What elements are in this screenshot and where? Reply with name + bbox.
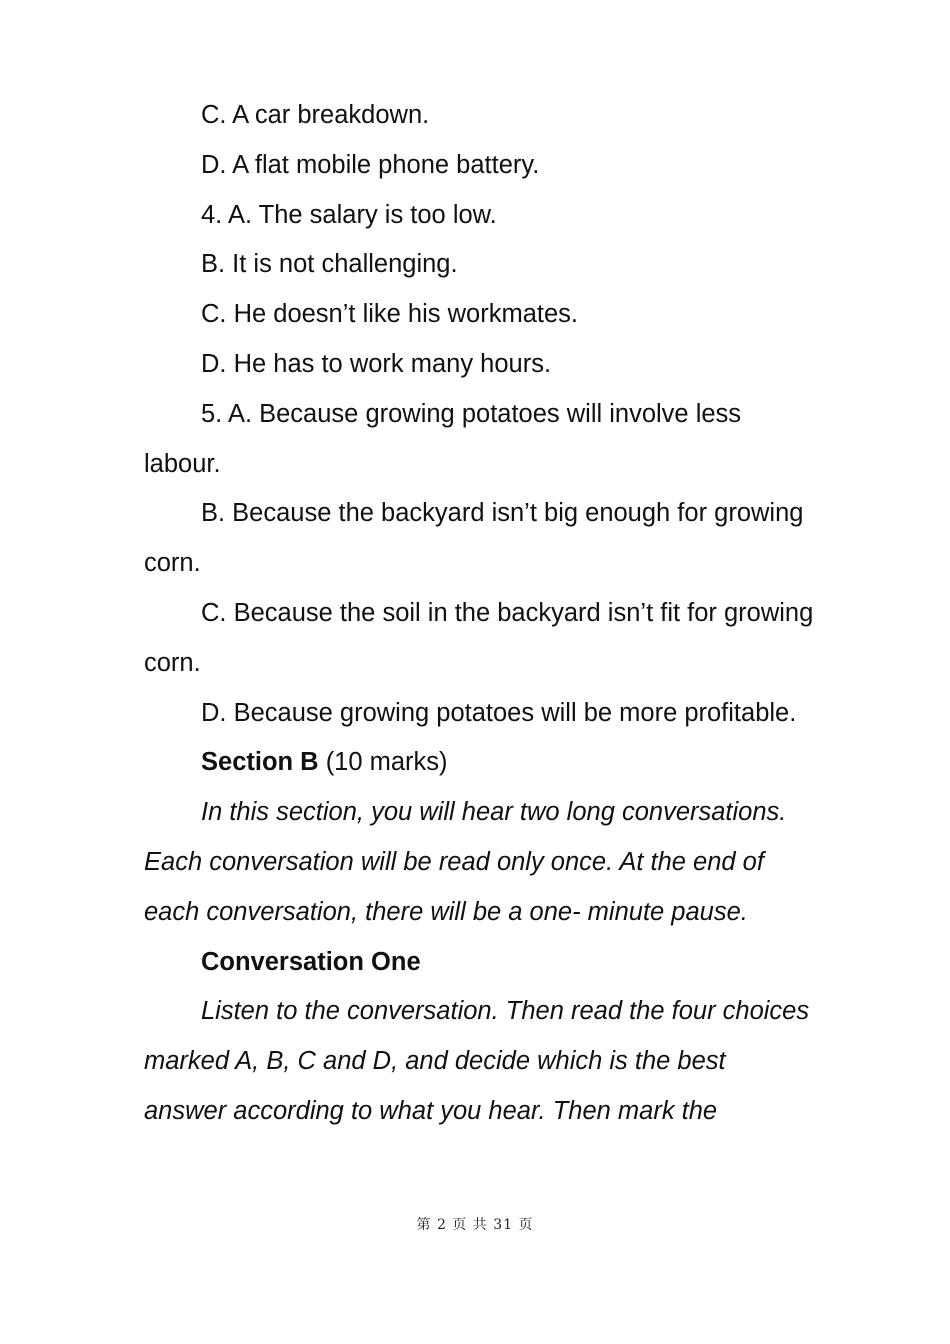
section-b-marks: (10 marks)	[318, 748, 448, 777]
q4-option-d: D. He has to work many hours.	[201, 349, 552, 378]
page-footer: 第 2 页 共 31 页	[416, 1217, 534, 1233]
q5-option-d: D. Because growing potatoes will be more profitable.	[201, 698, 797, 727]
q3-option-d: D. A flat mobile phone battery.	[201, 150, 540, 179]
conversation-one-heading: Conversation One	[201, 947, 421, 976]
conversation-one-instructions: Listen to the conversation. Then read the four choices marked A, B, C and D, and decide which is the best answer according to what you hear. Then mark the	[144, 997, 810, 1125]
page-content	[144, 91, 814, 1137]
q4-option-a: 4. A. The salary is too low.	[201, 200, 497, 229]
q4-option-c: C. He doesn’t like his workmates.	[201, 300, 578, 329]
section-b-heading: Section B	[201, 748, 319, 777]
q5-option-c: C. Because the soil in the backyard isn’t fit for growing corn.	[144, 598, 814, 677]
q3-option-c: C. A car breakdown.	[201, 101, 430, 129]
q5-option-a: 5. A. Because growing potatoes will involve less labour.	[144, 399, 742, 478]
q5-option-b: B. Because the backyard isn’t big enough for growing corn.	[144, 499, 804, 578]
section-b-instructions: In this section, you will hear two long conversations. Each conversation will be read only once. At the end of each conversation, there will be a one- minute pause.	[144, 798, 787, 926]
q4-option-b: B. It is not challenging.	[201, 250, 458, 279]
section-b-title	[144, 738, 814, 788]
